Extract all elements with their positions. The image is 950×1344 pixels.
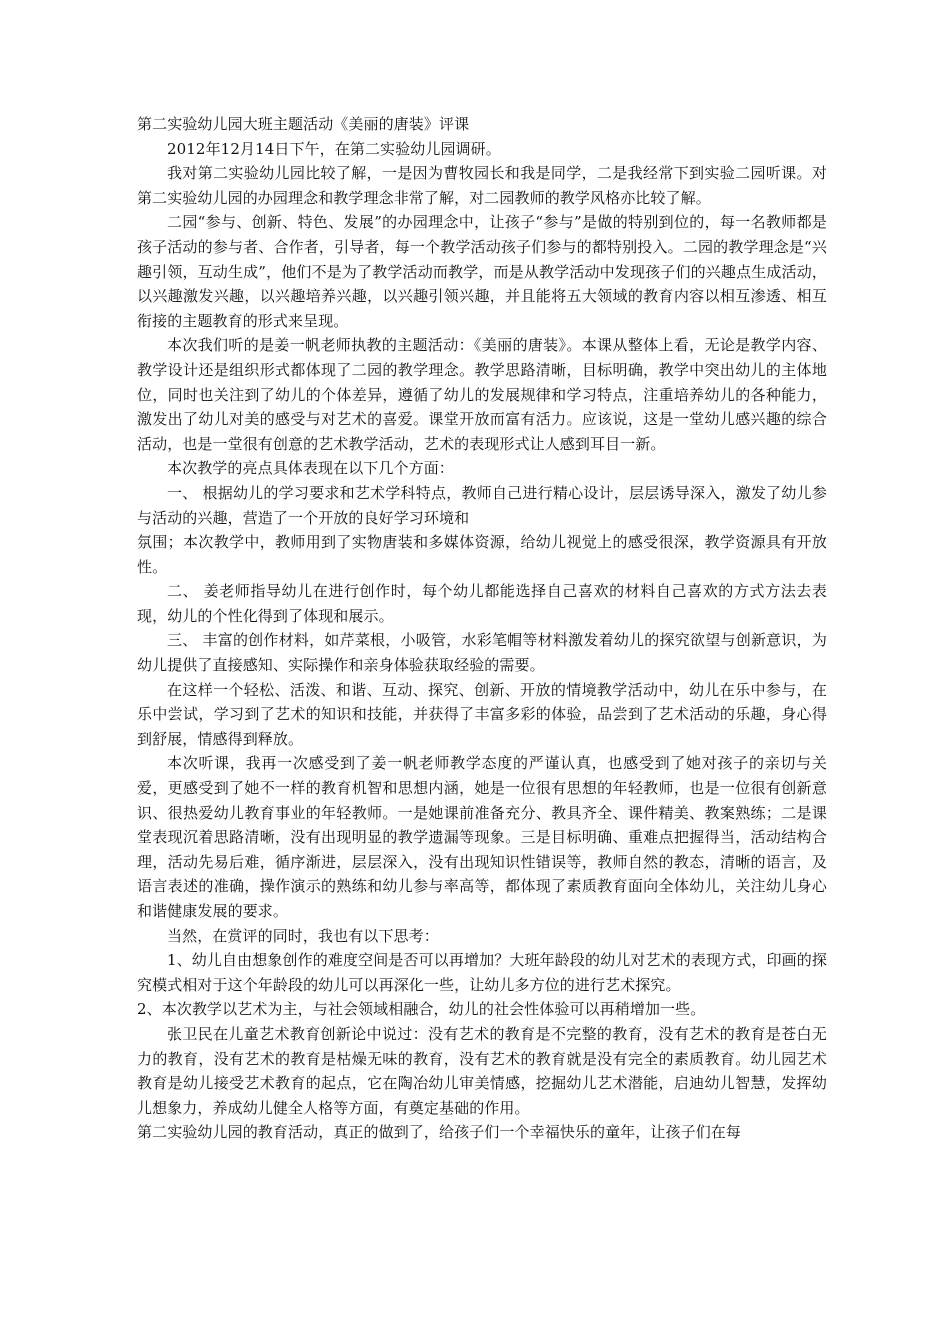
body-paragraph: 当然，在赏评的同时，我也有以下思考：	[167, 926, 439, 945]
body-paragraph: 本次教学的亮点具体表现在以下几个方面：	[167, 459, 454, 478]
document-page	[137, 112, 827, 1145]
date-paragraph: 2012年12月14日下午，在第二实验幼儿园调研。	[167, 139, 501, 158]
body-paragraph: 本次我们听的是姜一帆老师执教的主题活动：《美丽的唐装》。本课从整体上看，无论是教学内容、教学设计还是组织形式都体现了二园的教学理念。教学思路清晰，目标明确，教学中突出幼儿的主体地位，同时也关注到了幼儿的个体差异，遵循了幼儿的发展规律和学习特点，注重培养幼儿的各种能力，激发出了幼儿对美的感受与对艺术的喜爱。课堂开放而富有活力。应该说，这是一堂幼儿感兴趣的综合活动，也是一堂很有创意的艺术教学活动，艺术的表现形式让人感到耳目一新。	[137, 336, 827, 453]
body-paragraph: 在这样一个轻松、活泼、和谐、互动、探究、创新、开放的情境教学活动中，幼儿在乐中参与，在乐中尝试，学习到了艺术的知识和技能，并获得了丰富多彩的体验，品尝到了艺术活动的乐趣，身心得到舒展，情感得到释放。	[137, 680, 827, 748]
list-item-one: 一、 根据幼儿的学习要求和艺术学科特点，教师自己进行精心设计，层层诱导深入，激发了幼儿参与活动的兴趣，营造了一个开放的良好学习环境和	[137, 483, 827, 527]
body-paragraph: 二园“参与、创新、特色、发展”的办园理念中，让孩子“参与”是做的特别到位的，每一名教师都是孩子活动的参与者、合作者，引导者，每一个教学活动孩子们参与的都特别投入。二园的教学理念是“兴趣引领，互动生成”，他们不是为了教学活动而教学，而是从教学活动中发现孩子们的兴趣点生成活动，以兴趣激发兴趣，以兴趣培养兴趣，以兴趣引领兴趣，并且能将五大领域的教育内容以相互渗透、相互衔接的主题教育的形式来呈现。	[137, 213, 827, 330]
reflection-item-two: 2、本次教学以艺术为主，与社会领域相融合，幼儿的社会性体验可以再稍增加一些。	[137, 1000, 706, 1019]
list-item-three: 三、 丰富的创作材料，如芹菜根，小吸管，水彩笔帽等材料激发着幼儿的探究欲望与创新意识，为幼儿提供了直接感知、实际操作和亲身体验获取经验的需要。	[137, 631, 827, 675]
body-paragraph: 本次听课，我再一次感受到了姜一帆老师教学态度的严谨认真，也感受到了她对孩子的亲切与关爱，更感受到了她不一样的教育机智和思想内涵，她是一位很有思想的年轻教师，也是一位很有创新意识、很热爱幼儿教育事业的年轻教师。一是她课前准备充分、教具齐全、课件精美、教案熟练；二是课堂表现沉着思路清晰，没有出现明显的教学遗漏等现象。三是目标明确、重难点把握得当，活动结构合理，活动先易后难，循序渐进，层层深入，没有出现知识性错误等，教师自然的教态，清晰的语言，及语言表述的准确，操作演示的熟练和幼儿参与率高等，都体现了素质教育面向全体幼儿，关注幼儿身心和谐健康发展的要求。	[137, 754, 827, 920]
list-item-two: 二、 姜老师指导幼儿在进行创作时，每个幼儿都能选择自己喜欢的材料自己喜欢的方式方法去表现，幼儿的个性化得到了体现和展示。	[137, 582, 827, 625]
closing-paragraph: 第二实验幼儿园的教育活动，真正的做到了，给孩子们一个幸福快乐的童年，让孩子们在每	[137, 1123, 742, 1142]
list-item-one-continuation: 氛围；本次教学中，教师用到了实物唐装和多媒体资源，给幼儿视觉上的感受很深，教学资源具有开放性。	[137, 533, 827, 576]
body-paragraph: 张卫民在儿童艺术教育创新论中说过：没有艺术的教育是不完整的教育，没有艺术的教育是苍白无力的教育，没有艺术的教育是枯燥无味的教育，没有艺术的教育就是没有完全的素质教育。幼儿园艺术教育是幼儿接受艺术教育的起点，它在陶冶幼儿审美情感，挖掘幼儿艺术潜能，启迪幼儿智慧，发挥幼儿想象力，养成幼儿健全人格等方面，有奠定基础的作用。	[137, 1024, 827, 1117]
document-title: 第二实验幼儿园大班主题活动《美丽的唐装》评课	[137, 115, 470, 133]
body-paragraph: 我对第二实验幼儿园比较了解，一是因为曹牧园长和我是同学，二是我经常下到实验二园听课。对第二实验幼儿园的办园理念和教学理念非常了解，对二园教师的教学风格亦比较了解。	[137, 164, 827, 207]
reflection-item-one: 1、幼儿自由想象创作的难度空间是否可以再增加？大班年龄段的幼儿对艺术的表现方式，印画的探究模式相对于这个年龄段的幼儿可以再深化一些，让幼儿多方位的进行艺术探究。	[137, 951, 827, 994]
